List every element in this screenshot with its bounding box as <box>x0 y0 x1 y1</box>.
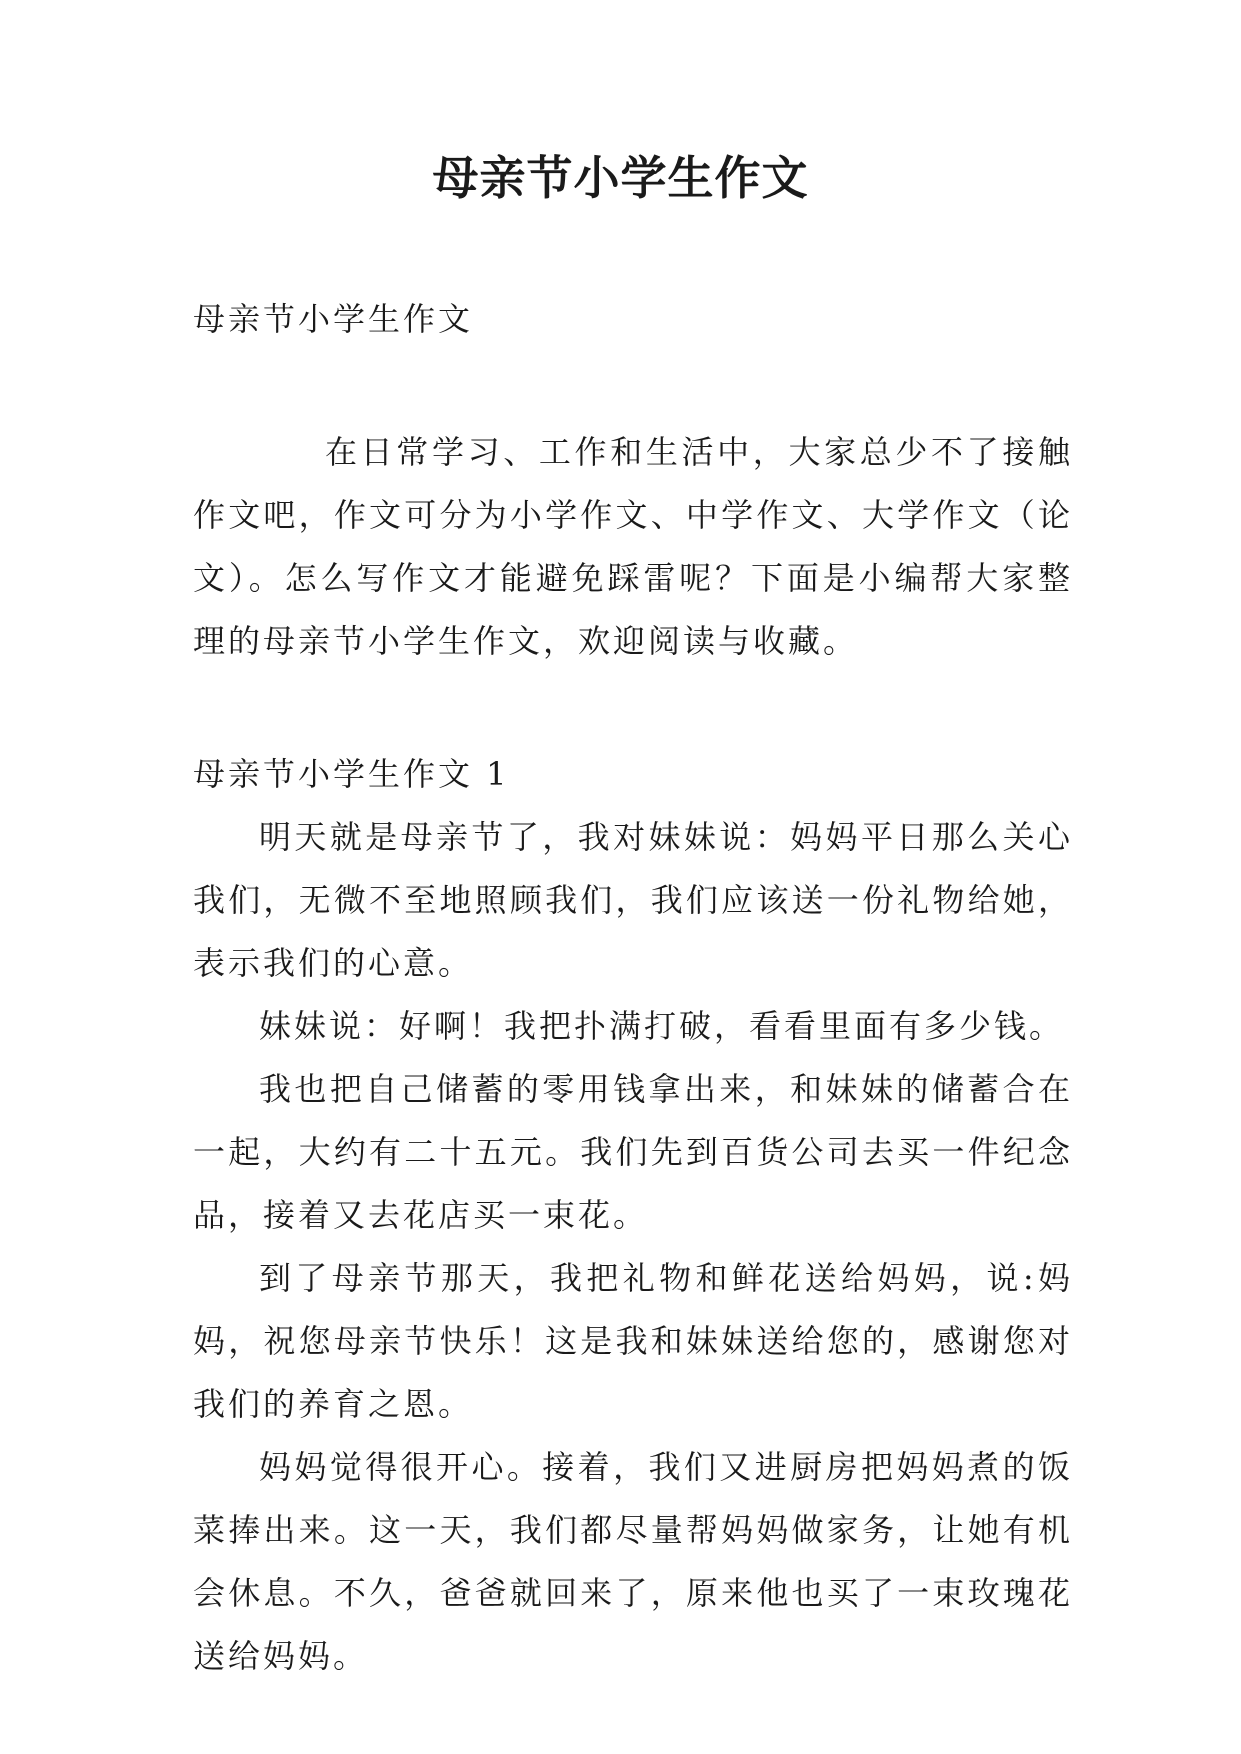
paragraph: 我也把自己储蓄的零用钱拿出来，和妹妹的储蓄合在一起，大约有二十五元。我们先到百货公司去买一件纪念品，接着又去花店买一束花。 <box>193 1070 1073 1234</box>
intro-paragraph: 在日常学习、工作和生活中，大家总少不了接触作文吧，作文可分为小学作文、中学作文、大学作文（论文）。怎么写作文才能避免踩雷呢？下面是小编帮大家整理的母亲节小学生作文，欢迎阅读与收藏。 <box>193 433 1073 660</box>
spacer <box>193 351 1073 421</box>
document-body <box>193 288 1073 1688</box>
paragraph: 到了母亲节那天，我把礼物和鲜花送给妈妈，说:妈妈，祝您母亲节快乐！这是我和妹妹送给您的，感谢您对我们的养育之恩。 <box>193 1259 1073 1423</box>
paragraph: 妈妈觉得很开心。接着，我们又进厨房把妈妈煮的饭菜捧出来。这一天，我们都尽量帮妈妈做家务，让她有机会休息。不久，爸爸就回来了，原来他也买了一束玫瑰花送给妈妈。 <box>193 1448 1073 1675</box>
spacer <box>193 673 1073 743</box>
paragraph: 明天就是母亲节了，我对妹妹说：妈妈平日那么关心我们，无微不至地照顾我们，我们应该送一份礼物给她，表示我们的心意。 <box>193 818 1073 982</box>
section-heading: 母亲节小学生作文 1 <box>193 755 510 793</box>
paragraph: 妹妹说：好啊！我把扑满打破，看看里面有多少钱。 <box>259 1007 1065 1045</box>
document-subtitle: 母亲节小学生作文 <box>193 300 474 338</box>
document-title: 母亲节小学生作文 <box>432 151 809 205</box>
